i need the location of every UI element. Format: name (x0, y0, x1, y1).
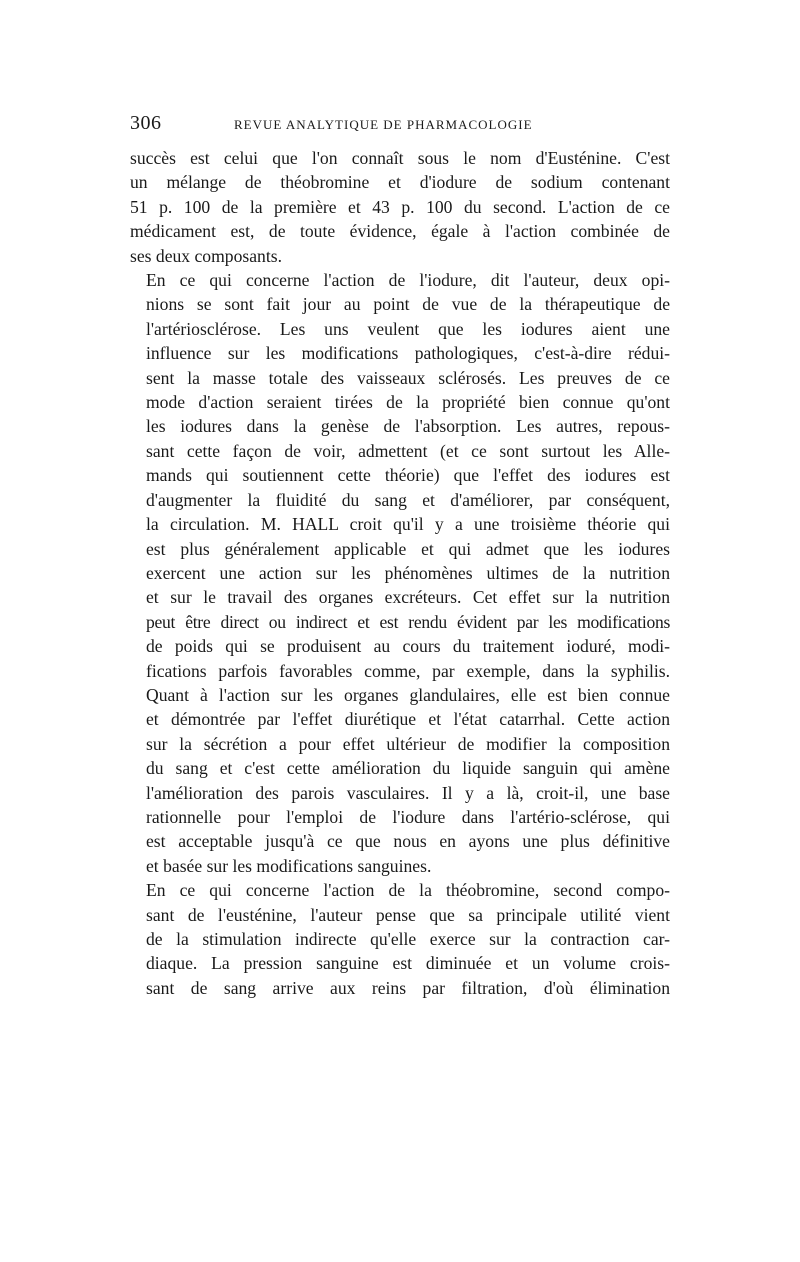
text-line: sant cette façon de voir, admettent (et ce sont surtout les Alle- (146, 440, 670, 461)
text-line: est plus généralement applicable et qui admet que les iodures (146, 538, 670, 559)
text-line: 51 p. 100 de la première et 43 p. 100 du second. L'action de ce (130, 196, 670, 217)
text-line: l'artériosclérose. Les uns veulent que les iodures aient une (146, 318, 670, 339)
paragraph-1 (130, 146, 670, 268)
text-line: exercent une action sur les phénomènes ultimes de la nutrition (146, 562, 670, 583)
text-line: la circulation. M. HALL croit qu'il y a une troisième théorie qui (146, 514, 670, 535)
text-line: et sur le travail des organes excréteurs. Cet effet sur la nutrition (146, 587, 670, 608)
text-line: de poids qui se produisent au cours du traitement ioduré, modi- (146, 636, 670, 657)
page (130, 112, 670, 1000)
text-line: En ce qui concerne l'action de la théobromine, second compo- (146, 880, 670, 901)
text-line: Quant à l'action sur les organes glandulaires, elle est bien connue (146, 684, 670, 705)
text-line: ses deux composants. (130, 245, 282, 266)
text-line: rationnelle pour l'emploi de l'iodure dans l'artério-sclérose, qui (146, 806, 670, 827)
text-line: du sang et c'est cette amélioration du liquide sanguin qui amène (146, 758, 670, 779)
text-line: mands qui soutiennent cette théorie) que l'effet des iodures est (146, 465, 670, 486)
paragraph-3 (130, 878, 670, 1000)
text-line: les iodures dans la genèse de l'absorption. Les autres, repous- (146, 416, 670, 437)
text-line: est acceptable jusqu'à ce que nous en ayons une plus définitive (146, 831, 670, 852)
text-line: de la stimulation indirecte qu'elle exerce sur la contraction car- (146, 929, 670, 949)
body-text (130, 146, 670, 1000)
text-line: sur la sécrétion a pour effet ultérieur de modifier la composition (146, 733, 670, 754)
text-line: sant de l'eusténine, l'auteur pense que sa principale utilité vient (146, 904, 670, 925)
text-line: diaque. La pression sanguine est diminuée et un volume crois- (146, 953, 670, 974)
text-line: mode d'action seraient tirées de la propriété bien connue qu'ont (146, 392, 670, 413)
text-line: influence sur les modifications pathologiques, c'est-à-dire rédui- (146, 343, 670, 364)
text-line: En ce qui concerne l'action de l'iodure, dit l'auteur, deux opi- (146, 270, 670, 291)
text-line: nions se sont fait jour au point de vue de la thérapeutique de (146, 294, 670, 315)
page-number: 306 (130, 112, 162, 134)
text-line: sent la masse totale des vaisseaux sclérosés. Les preuves de ce (146, 367, 670, 388)
paragraph-2 (130, 268, 670, 878)
text-line: et basée sur les modifications sanguines. (146, 855, 432, 876)
running-head (130, 112, 670, 146)
text-line: fications parfois favorables comme, par exemple, dans la syphilis. (146, 660, 670, 681)
text-line: d'augmenter la fluidité du sang et d'améliorer, par conséquent, (146, 489, 670, 510)
text-line: peut être direct ou indirect et est rendu évident par les modifications (146, 611, 670, 632)
text-line: succès est celui que l'on connaît sous le nom d'Eusténine. C'est (130, 148, 670, 168)
text-line: médicament est, de toute évidence, égale à l'action combinée de (130, 221, 670, 242)
text-line: sant de sang arrive aux reins par filtration, d'où élimination (146, 977, 670, 998)
text-line: et démontrée par l'effet diurétique et l'état catarrhal. Cette action (146, 709, 670, 730)
text-line: un mélange de théobromine et d'iodure de sodium contenant (130, 172, 670, 193)
running-title: REVUE ANALYTIQUE DE PHARMACOLOGIE (234, 117, 533, 132)
text-line: l'amélioration des parois vasculaires. Il y a là, croit-il, une base (146, 782, 670, 803)
